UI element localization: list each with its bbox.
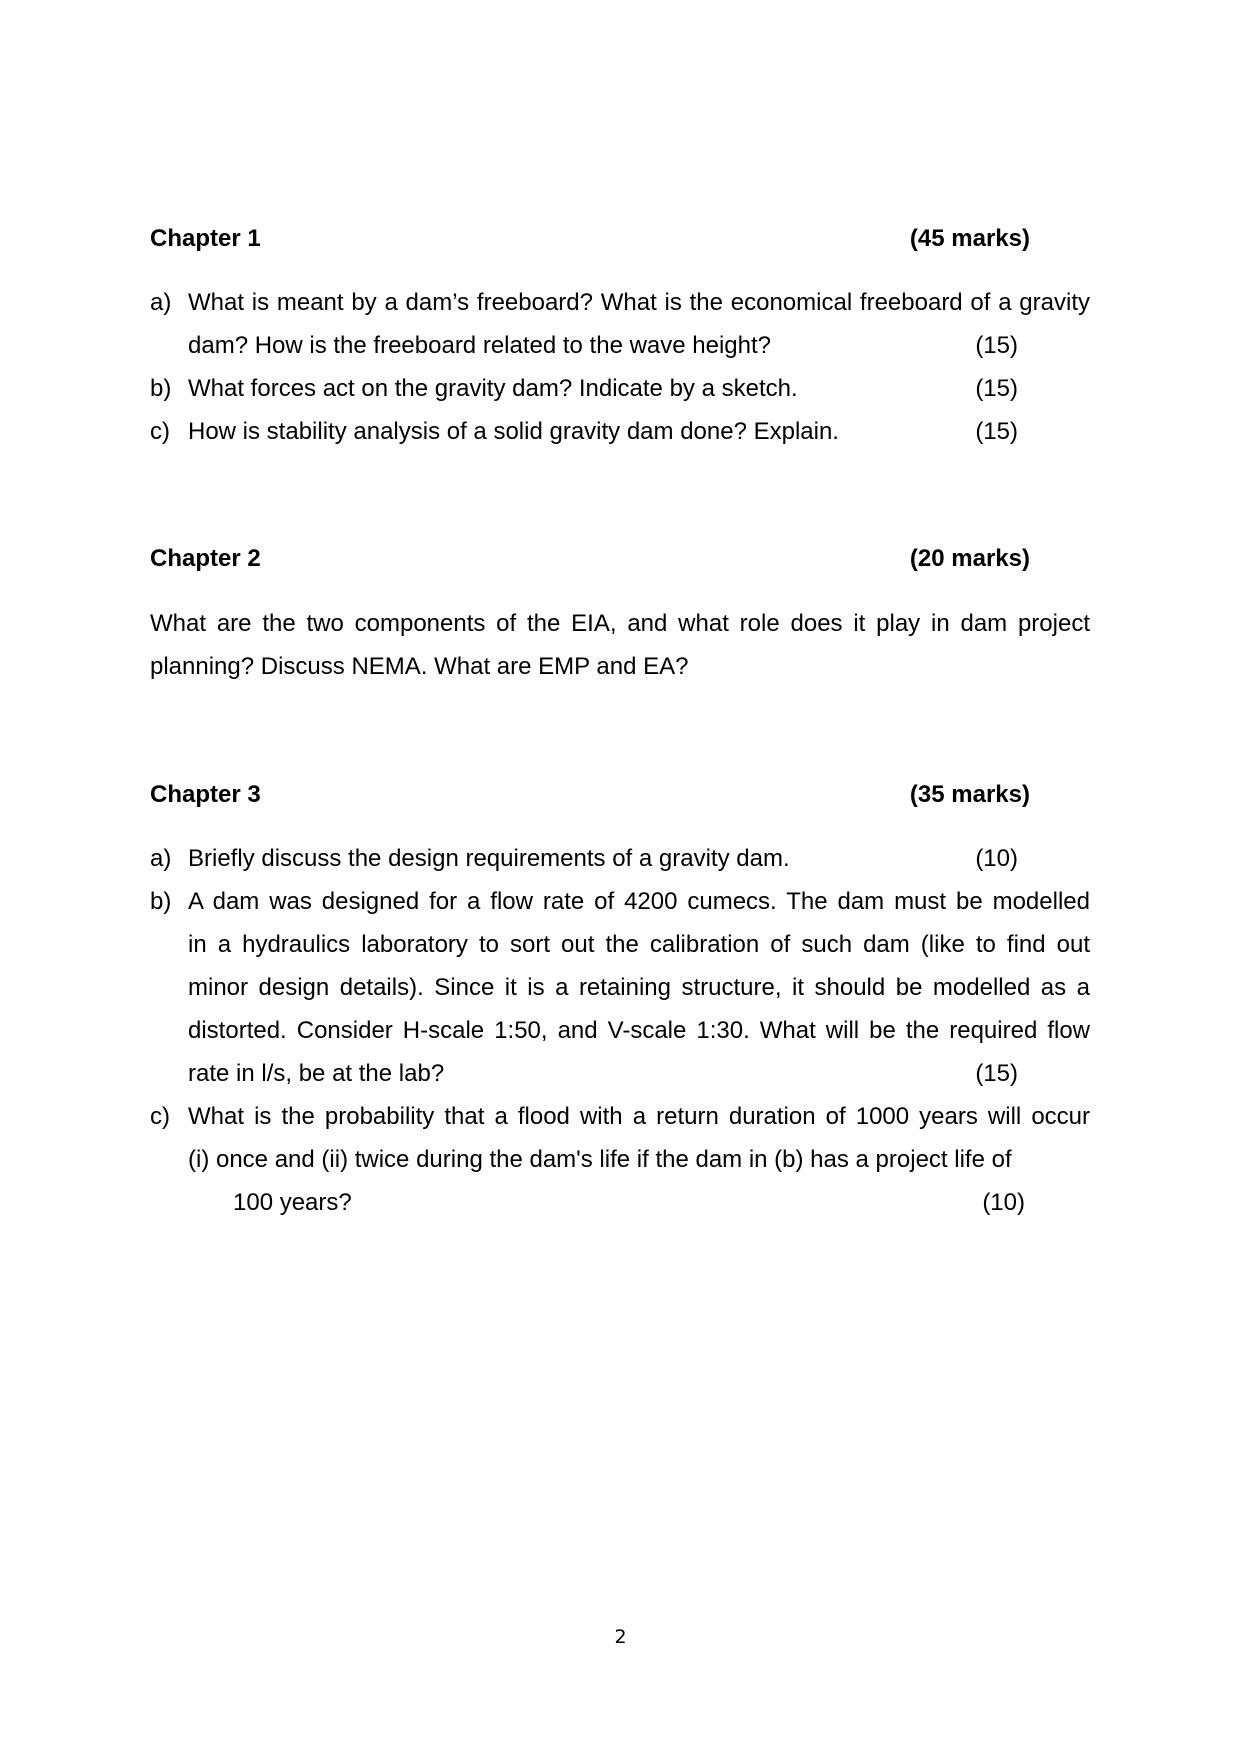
question-letter: c)	[150, 1103, 170, 1130]
question-points: (15)	[975, 332, 1018, 359]
question-letter: a)	[150, 289, 172, 316]
question-text-line: Briefly discuss the design requirements of a gravity dam.	[188, 845, 790, 872]
question-text-line: rate in l/s, be at the lab?	[188, 1060, 445, 1087]
question-text-line: in a hydraulics laboratory to sort out the calibration of such dam (like to find out	[188, 931, 1090, 958]
chapter-2-title: Chapter 2	[150, 545, 261, 572]
chapter-1-question-a	[150, 281, 1090, 367]
question-text-line: A dam was designed for a flow rate of 4200 cumecs. The dam must be modelled	[188, 888, 1090, 915]
chapter-3-marks: (35 marks)	[909, 781, 1030, 808]
question-points: (15)	[975, 375, 1018, 402]
chapter-2-question	[150, 602, 1090, 688]
question-letter: b)	[150, 375, 172, 402]
question-text-line: What forces act on the gravity dam? Indicate by a sketch.	[188, 375, 798, 402]
chapter-3-question-a	[150, 837, 1090, 880]
question-points: (15)	[975, 418, 1018, 445]
chapter-1-question-c	[150, 410, 1090, 453]
question-letter: c)	[150, 418, 170, 445]
question-points: (10)	[975, 845, 1018, 872]
question-text-line: What is the probability that a flood with a return duration of 1000 years will occur	[188, 1103, 1090, 1130]
chapter-1-marks: (45 marks)	[909, 225, 1030, 252]
question-text-line: distorted. Consider H-scale 1:50, and V-scale 1:30. What will be the required flow	[188, 1017, 1090, 1044]
question-text-line: planning? Discuss NEMA. What are EMP and EA?	[150, 653, 689, 680]
question-text-line: 100 years?	[233, 1189, 352, 1216]
question-text-line: What is meant by a dam’s freeboard? What is the economical freeboard of a gravity	[188, 289, 1090, 316]
chapter-2-marks: (20 marks)	[909, 545, 1030, 572]
question-text-line: How is stability analysis of a solid gravity dam done? Explain.	[188, 418, 839, 445]
question-points: (15)	[975, 1060, 1018, 1087]
question-text-line: What are the two components of the EIA, and what role does it play in dam project	[150, 610, 1090, 637]
chapter-3-title: Chapter 3	[150, 781, 261, 808]
question-text-line: dam? How is the freeboard related to the wave height?	[188, 332, 772, 359]
question-letter: b)	[150, 888, 172, 915]
question-text-line: (i) once and (ii) twice during the dam's life if the dam in (b) has a project life of	[188, 1146, 1012, 1173]
question-text-line: minor design details). Since it is a retaining structure, it should be modelled as a	[188, 974, 1090, 1001]
question-letter: a)	[150, 845, 172, 872]
chapter-3-question-b	[150, 880, 1090, 1095]
page-number: 2	[614, 1626, 627, 1648]
chapter-1-question-b	[150, 367, 1090, 410]
chapter-1-title: Chapter 1	[150, 225, 261, 252]
question-points: (10)	[982, 1189, 1025, 1216]
chapter-3-question-c	[150, 1095, 1090, 1224]
